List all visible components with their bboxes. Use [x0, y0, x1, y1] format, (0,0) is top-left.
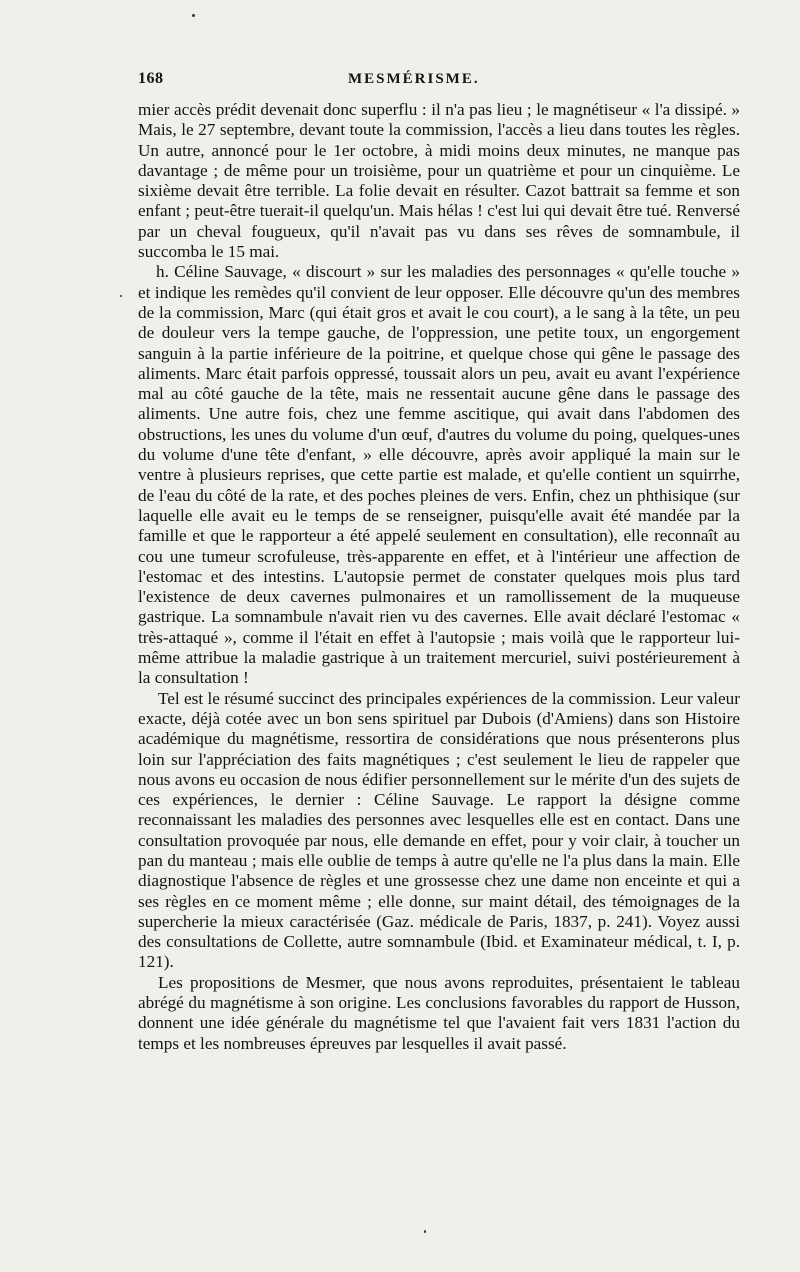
paragraph-conclusion: Les propositions de Mesmer, que nous avons reproduites, présentaient le tableau abrégé du magnétisme à son origine. Les conclusions favorables du rapport de Husson, donnent une idée générale du magnétisme tel que l'avaient fait vers 1831 l'action du temps et les nombreuses épreuves par lesquelles il avait passé.: [138, 972, 740, 1053]
scan-speck: [192, 14, 195, 17]
running-head: MESMÉRISME.: [348, 71, 480, 87]
scan-speck: [424, 1230, 426, 1233]
body-text: [138, 100, 740, 1054]
paragraph-list-item-h: h. Céline Sauvage, « discourt » sur les maladies des personnages « qu'elle touche » et indique les remèdes qu'il convient de leur opposer. Elle découvre qu'un des membres de la commission, Marc (qui était gros et avait le cou court), a le sang à la tête, un peu de douleur vers la tempe gauche, de l'oppression, une petite toux, un engorgement sanguin à la partie inférieure de la poitrine, et quelque chose qui gêne le passage des aliments. Marc était parfois oppressé, toussait alors un peu, avait eu avant l'expérience mal au côté gauche de la tête, mais ne ressentait aucune gêne dans le passage des aliments. Une autre fois, chez une femme ascitique, qui avait dans l'abdomen des obstructions, les unes du volume d'un œuf, d'autres du volume du poing, quelques-unes du volume d'une tête d'enfant, » elle découvre, après avoir appliqué la main sur le ventre à plusieurs reprises, que cette partie est malade, et qu'elle contient un squirrhe, de l'eau du côté de la rate, et des poches pleines de vers. Enfin, chez un phthisique (sur laquelle elle avait eu le temps de se renseigner, puisqu'elle avait été mandée par la famille et que le rapporteur a été appelé seulement en consultation), elle reconnaît au cou une tumeur scrofuleuse, très-apparente en effet, et à l'intérieur une affection de l'estomac et des intestins. L'autopsie permet de constater quelques mois plus tard l'existence de deux cavernes pulmonaires et un ramollissement de la muqueuse gastrique. La somnambule n'avait rien vu des cavernes. Elle avait déclaré l'estomac « très-attaqué », comme il l'était en effet à l'autopsie ; mais voilà que le rapporteur lui-même attribue la maladie gastrique à un traitement mercuriel, suivi postérieurement à la consultation !: [138, 262, 740, 688]
paragraph-summary: Tel est le résumé succinct des principales expériences de la commission. Leur valeur exacte, déjà cotée avec un bon sens spirituel par Dubois (d'Amiens) dans son Histoire académique du magnétisme, ressortira de considérations que nous présenterons plus loin sur l'appréciation des faits magnétiques ; c'est seulement le lieu de rappeler que nous avons eu occasion de nous édifier personnellement sur le mérite d'un des sujets de ces expériences, le dernier : Céline Sauvage. Le rapport la désigne comme reconnaissant les maladies des personnes avec lesquelles elle est en contact. Dans une consultation provoquée par nous, elle demande en effet, pour y voir clair, à toucher un pan du manteau ; mais elle oublie de temps à autre qu'elle ne l'a plus dans la main. Elle diagnostique l'absence de règles et une grossesse chez une dame non enceinte et qui a ses règles en ce moment même ; elle donne, sur maint détail, des témoignages de la supercherie la mieux caractérisée (Gaz. médicale de Paris, 1837, p. 241). Voyez aussi des consultations de Collette, autre somnambule (Ibid. et Examinateur médical, t. I, p. 121).: [138, 688, 740, 972]
scan-speck: [120, 295, 122, 297]
paragraph-continuation: mier accès prédit devenait donc superflu : il n'a pas lieu ; le magnétiseur « l'a dissipé. » Mais, le 27 septembre, devant toute la commission, l'accès a lieu dans toutes les règles. Un autre, annoncé pour le 1er octobre, à midi moins deux minutes, ne manque pas davantage ; de même pour un troisième, pour un quatrième et pour un cinquième. Le sixième devait être terrible. La folie devait en résulter. Cazot battrait sa femme et son enfant ; peut-être tuerait-il quelqu'un. Mais hélas ! c'est lui qui devait être tué. Renversé par un cheval fougueux, qu'il n'avait pas vu dans ses rêves de somnambule, il succomba le 15 mai.: [138, 100, 740, 262]
page-number: 168: [138, 70, 164, 87]
page-header: [138, 70, 740, 100]
